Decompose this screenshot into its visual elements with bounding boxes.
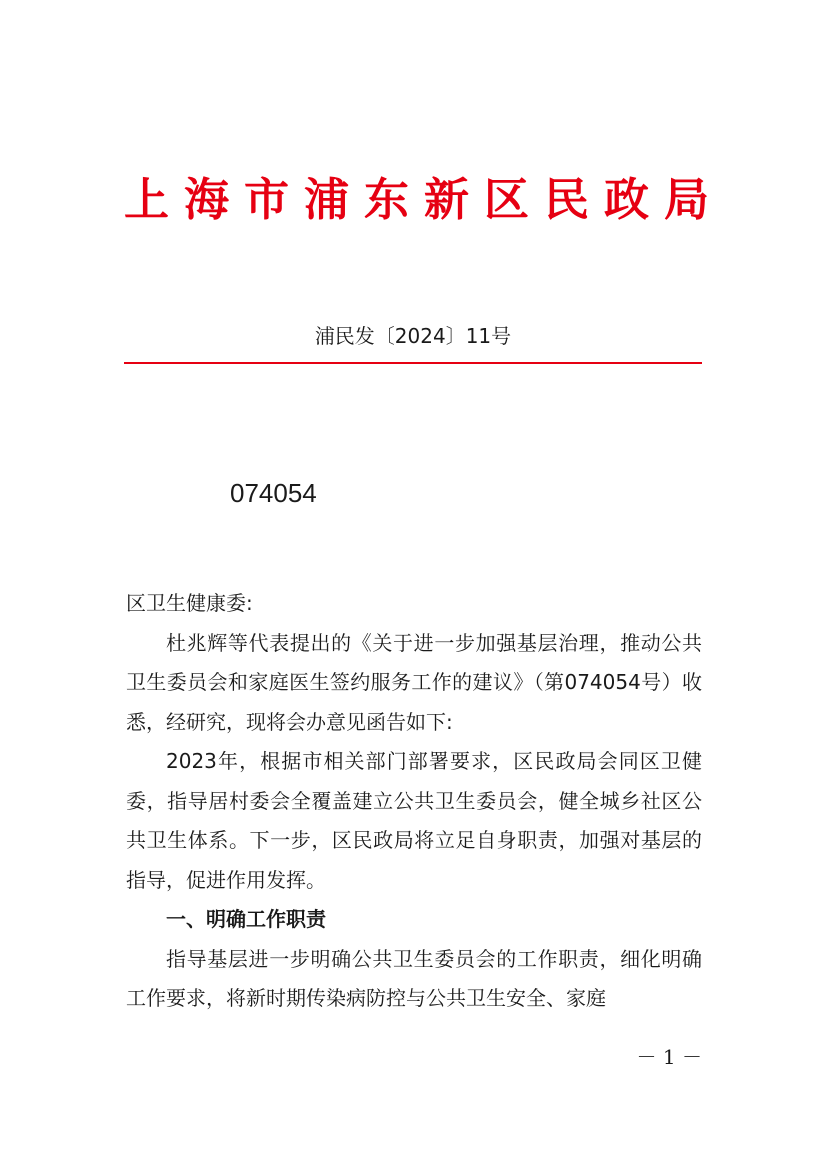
section-heading: 一、明确工作职责 (166, 907, 326, 931)
document-number: 浦民发〔2024〕11号 (314, 324, 512, 348)
page-number: － 1 － (636, 1045, 702, 1069)
red-separator-line (124, 362, 702, 364)
recipient-line: 区卫生健康委: (126, 591, 253, 615)
section-paragraph: 指导基层进一步明确公共卫生委员会的工作职责，细化明确工作要求，将新时期传染病防控与公共卫生安全、家庭 (126, 946, 702, 1010)
body-paragraph-2: 2023年，根据市相关部门部署要求，区民政局会同区卫健委，指导居村委会全覆盖建立公共卫生委员会，健全城乡社区公共卫生体系。下一步，区民政局将立足自身职责，加强对基层的指导，促进作用发挥。 (126, 749, 702, 892)
issuing-organization-title: 上海市浦东新区民政局 (124, 173, 725, 226)
proposal-code: 074054 (230, 478, 317, 508)
letter-body (126, 584, 702, 1019)
body-paragraph-1: 杜兆辉等代表提出的《关于进一步加强基层治理，推动公共卫生委员会和家庭医生签约服务工作的建议》（第074054号）收悉，经研究，现将会办意见函告如下: (126, 630, 702, 734)
